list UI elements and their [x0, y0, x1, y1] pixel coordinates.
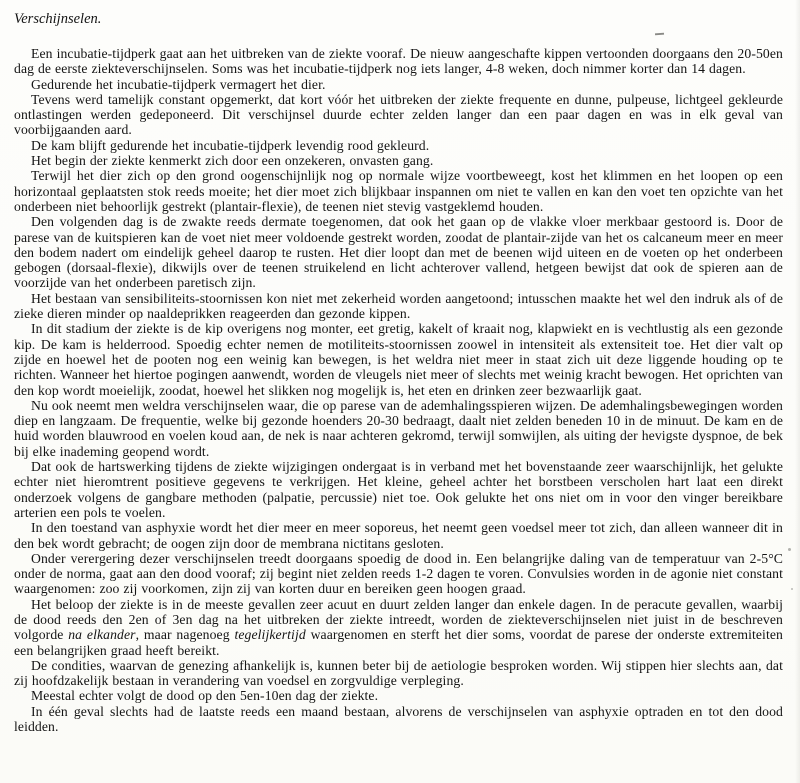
scan-artifact-dash	[655, 33, 664, 35]
paragraph-text: Het bestaan van sensibiliteits-stoornissen kon niet met zekerheid worden aangetoond; intusschen maakte het wel den indruk als of de zieke dieren minder op naaldeprikken reageerden dan gezonde kippen.	[14, 290, 783, 322]
paragraph-text: Onder verergering dezer verschijnselen treedt doorgaans spoedig de dood in. Een belangrijke daling van de temperatuur van 2-5°C onder de norma, gaat aan den dood vooraf; zij begint niet zelden reeds 1-2 dagen te voren. Convulsies worden in de agonie niet constant waargenomen: zoo zij voorkomen, zijn zij van korten duur en bereiken geen hoogen graad.	[14, 550, 783, 597]
paragraph-text: De condities, waarvan de genezing afhankelijk is, kunnen beter bij de aetiologie besproken worden. Wij stippen hier slechts aan, dat zij hoofdzakelijk bestaan in verandering van voedsel en zorgvuldige verpleging.	[14, 657, 783, 689]
paragraph	[14, 92, 783, 138]
paragraph	[14, 688, 783, 703]
document-body	[14, 46, 783, 734]
paragraph	[14, 46, 783, 77]
paragraph	[14, 551, 783, 597]
scan-artifact-speck	[791, 588, 793, 590]
paragraph-text: Dat ook de hartswerking tijdens de ziekte wijzigingen ondergaat is in verband met het bovenstaande zeer waarschijnlijk, het gelukte echter niet hieromtrent positieve gegevens te verkrijgen. Het kleine, geheel achter het borstbeen verscholen hart laat een direkt onderzoek volgens de gangbare methoden (palpatie, percussie) niet toe. Ook gelukte het ons niet om in voor den vinger bereikbare arterien een pols te voelen.	[14, 459, 783, 520]
paragraph-text: Tevens werd tamelijk constant opgemerkt, dat kort vóór het uitbreken der ziekte frequente en dunne, pulpeuse, lichtgeel gekleurde ontlastingen werden gedeponeerd. Dit verschijnsel duurde echter zelden langer dan een paar dagen en was in elk geval van voorbijgaanden aard.	[14, 91, 783, 138]
emphasized-text: na elkander	[68, 627, 136, 643]
paragraph-text: Den volgenden dag is de zwakte reeds dermate toegenomen, dat ook het gaan op de vlakke vloer merkbaar gestoord is. Door de parese van de kuitspieren kan de voet niet meer voldoende gestrekt worden, zoodat de plantair-zijde van het os calcaneum meer en meer den bodem nadert om eindelijk geheel daarop te rusten. Het dier loopt dan met de beenen wijd uiteen en de voeten op het onderbeen gebogen (dorsaal-flexie), dikwijls over de teenen struikelend en licht achterover vallend, hetgeen bewijst dat ook de spieren aan de voorzijde van het onderbeen paretisch zijn.	[14, 214, 783, 291]
paragraph	[14, 153, 783, 168]
paragraph-text: Een incubatie-tijdperk gaat aan het uitbreken van de ziekte vooraf. De nieuw aangeschafte kippen vertoonden doorgaans den 20-50en dag de eerste ziekteverschijnselen. Soms was het incubatie-tijdperk nog iets langer, 4-8 weken, doch nimmer korter dan 14 dagen.	[14, 46, 783, 77]
paragraph-text: In dit stadium der ziekte is de kip overigens nog monter, eet gretig, kakelt of kraait nog, klapwiekt en is vechtlustig als een gezonde kip. De kam is helderrood. Spoedig echter nemen de motiliteits-stoornissen zoowel in intensiteit als extensiteit toe. Het dier valt op zijde en hoewel het de pooten nog een weinig kan bewegen, is het weldra niet meer in staat zich uit deze liggende houding op te richten. Wanneer het hiertoe pogingen aanwendt, worden de vleugels niet meer of slechts met weinig kracht bewogen. Het oprichten van den kop wordt moeielijk, zoodat, hoewel het slikken nog mogelijk is, het eten en drinken zeer bezwaarlijk gaat.	[14, 321, 783, 398]
paragraph-text: Het begin der ziekte kenmerkt zich door een onzekeren, onvasten gang.	[31, 153, 434, 169]
page-title: Verschijnselen.	[14, 11, 102, 27]
paragraph	[14, 77, 783, 92]
paragraph	[14, 459, 783, 520]
paragraph	[14, 291, 783, 322]
paragraph	[14, 520, 783, 551]
paragraph	[14, 398, 783, 459]
paragraph-text: waargenomen en sterft het dier soms, voordat de parese der onderste extremiteiten een belangrijken graad heeft bereikt.	[14, 627, 783, 658]
scan-edge-shading	[795, 0, 800, 783]
paragraph-text: De kam blijft gedurende het incubatie-tijdperk levendig rood gekleurd.	[31, 137, 430, 153]
paragraph	[14, 214, 783, 290]
paragraph	[14, 138, 783, 153]
paragraph	[14, 704, 783, 735]
paragraph-text: In den toestand van asphyxie wordt het dier meer en meer soporeus, het neemt geen voedsel meer tot zich, dan alleen wanneer dit in den bek wordt gebracht; de oogen zijn door de membrana nictitans gesloten.	[14, 520, 783, 551]
paragraph	[14, 658, 783, 689]
paragraph-text: In één geval slechts had de laatste reeds een maand bestaan, alvorens de verschijnselen van asphyxie optraden en tot den dood leidden.	[14, 703, 783, 735]
paragraph	[14, 597, 783, 658]
paragraph-text: Terwijl het dier zich op den grond oogenschijnlijk nog op normale wijze voortbeweegt, kost het klimmen en het loopen op een horizontaal geplaatsten stok reeds moeite; het dier moet zich blijkbaar inspannen om niet te vallen en kan den voet ten opzichte van het onderbeen niet behoorlijk gestrekt (plantair-flexie), de teenen niet stevig vastgeklemd houden.	[14, 168, 783, 214]
paragraph-text: , maar nagenoeg	[135, 627, 235, 643]
scan-artifact-speck	[788, 548, 791, 551]
paragraph-text: Meestal echter volgt de dood op den 5en-10en dag der ziekte.	[31, 688, 379, 704]
paragraph	[14, 168, 783, 214]
paragraph-text: Nu ook neemt men weldra verschijnselen waar, die op parese van de ademhalingsspieren wijzen. De ademhalingsbewegingen worden diep en langzaam. De frequentie, welke bij gezonde hoenders 20-30 bedraagt, daalt niet zelden beneden 10 in de minuut. De kam en de huid worden blauwrood en voelen koud aan, de nek is naar achteren gekromd, terwijl somwijlen, als uiting der hevigste dyspnoe, de bek bij elke inademing geopend wordt.	[14, 397, 783, 459]
paragraph-text: Het beloop der ziekte is in de meeste gevallen zeer acuut en duurt zelden langer dan enkele dagen. In de peracute gevallen, waarbij de dood reeds den 2en of 3en dag na het uitbreken der ziekte intreedt, worden de ziekteverschijnselen niet juist in de beschreven volgorde	[14, 596, 783, 643]
emphasized-text: tegelijkertijd	[234, 627, 306, 643]
paragraph	[14, 321, 783, 397]
paragraph-text: Gedurende het incubatie-tijdperk vermagert het dier.	[31, 76, 326, 92]
